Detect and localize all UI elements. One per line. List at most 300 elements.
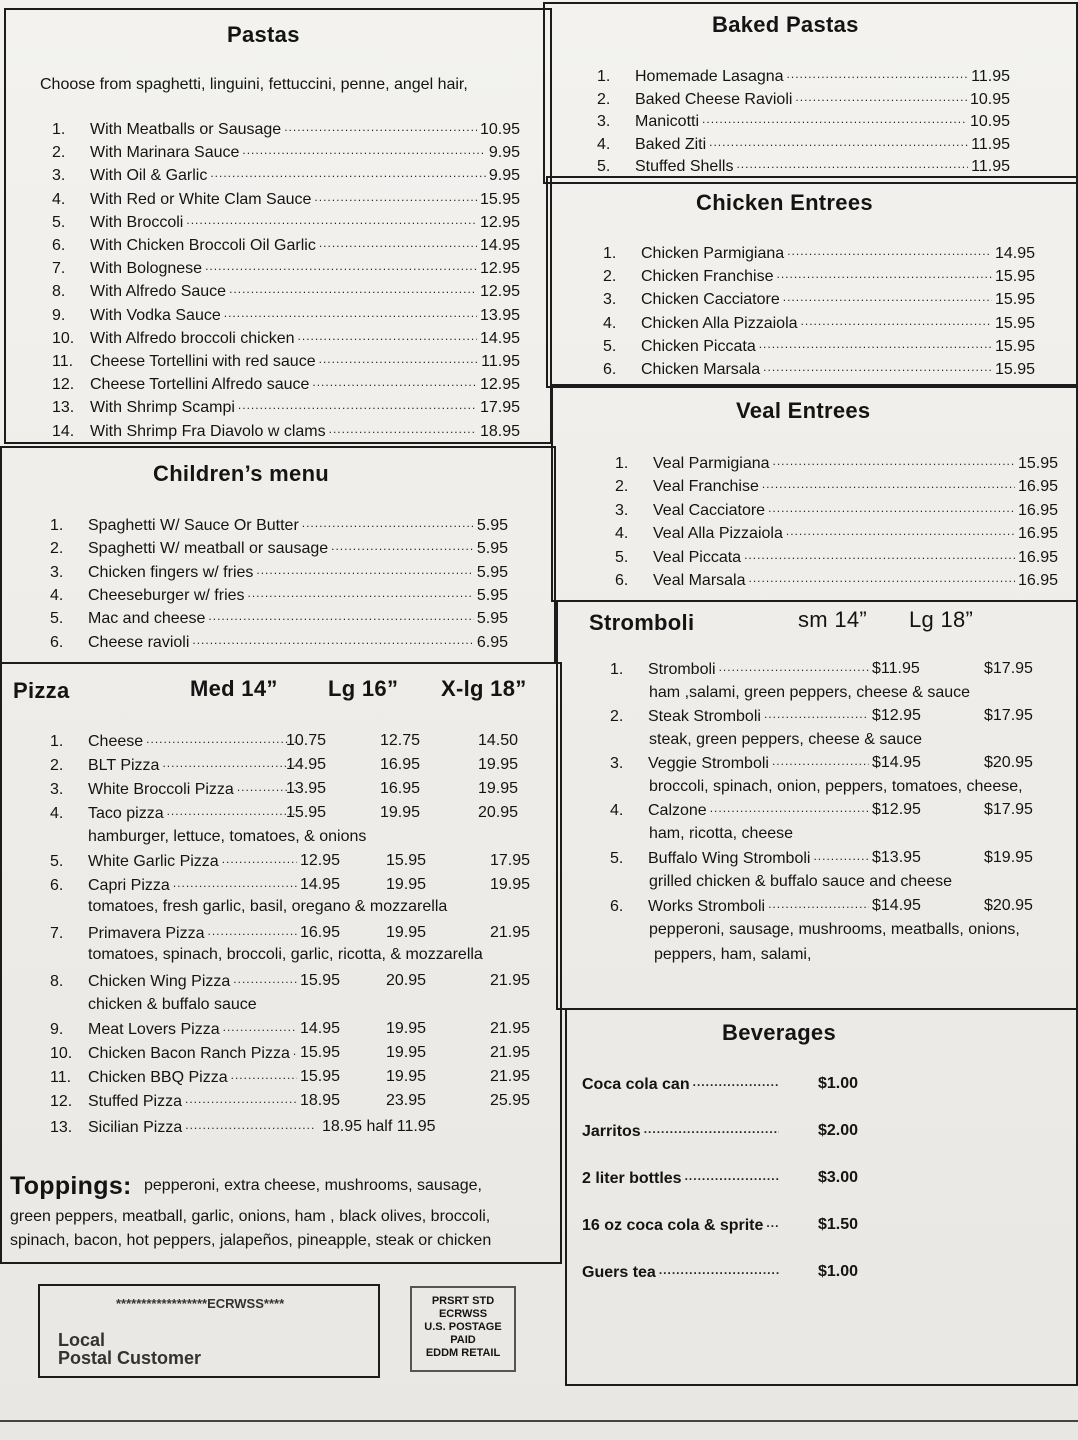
pizza-item-row: [50, 972, 300, 991]
beverage-name: 16 oz coca cola & sprite: [582, 1217, 764, 1234]
stromboli-item-row: [610, 849, 872, 868]
pizza-item-name: Meat Lovers Pizza: [88, 1021, 220, 1038]
pasta-item-price: 14.95: [479, 329, 520, 347]
pizza-item-row: [50, 756, 300, 775]
baked-item-dots: [709, 135, 968, 149]
pizza-item-dots: [185, 1092, 297, 1106]
veal-item-row: [615, 548, 1058, 567]
baked-item-name: Stuffed Shells: [635, 158, 734, 175]
child-item-dots: [331, 539, 474, 553]
pizza-item-lg-price: 12.75: [380, 732, 421, 749]
veal-item-dots: [786, 524, 1015, 538]
pizza-item-dots: [167, 804, 297, 818]
pizza-item-med-price: 15.95: [300, 1068, 341, 1085]
pasta-item-dots: [312, 375, 477, 389]
pizza-item-dots: [231, 1068, 297, 1082]
chicken-item-dots: [763, 360, 992, 374]
chicken-item-dots: [759, 337, 992, 351]
pasta-item-row: [52, 375, 520, 394]
veal-item-name: Veal Cacciatore: [653, 501, 766, 519]
pizza-item-name: BLT Pizza: [88, 757, 160, 774]
child-item-name: Chicken fingers w/ fries: [88, 563, 254, 581]
pasta-item-num: 7.: [52, 260, 66, 278]
chicken-item-price: 14.95: [994, 245, 1035, 262]
pizza-item-med-price: 14.95: [300, 1020, 341, 1037]
beverage-name: Jarritos: [582, 1123, 641, 1140]
veal-item-dots: [744, 548, 1015, 562]
stromboli-item-num: 2.: [610, 708, 624, 725]
pasta-item-dots: [319, 352, 479, 366]
pizza-item-num: 2.: [50, 757, 64, 774]
child-item-price: 5.95: [476, 517, 508, 534]
pasta-item-price: 10.95: [479, 121, 520, 138]
stromboli-item-num: 4.: [610, 802, 624, 819]
pizza-item-med-price: 15.95: [300, 972, 341, 989]
pasta-item-row: [52, 190, 520, 209]
stromboli-item-sm-price: $13.95: [872, 849, 921, 866]
veal-item-name: Veal Piccata: [653, 548, 742, 566]
pizza-item-med-price: 15.95: [286, 804, 327, 821]
pizza-item-row: [50, 804, 300, 823]
pizza-title: Pizza: [13, 678, 70, 703]
pasta-item-num: 10.: [52, 329, 75, 347]
stromboli-item-desc: broccoli, spinach, onion, peppers, tomatoes, cheese,: [649, 778, 1023, 795]
pasta-item-dots: [229, 282, 477, 296]
pizza-item-med-price: 18.95: [300, 1092, 341, 1109]
stromboli-item-lg-price: $20.95: [984, 897, 1033, 914]
pizza-item-lg-price: 23.95: [386, 1092, 427, 1109]
pizza-item-dots: [185, 1118, 315, 1132]
chicken-item-dots: [787, 244, 992, 258]
pasta-item-name: With Vodka Sauce: [90, 306, 221, 324]
baked-item-row: [597, 157, 1010, 176]
stromboli-item-dots: [764, 707, 869, 721]
chicken-item-price: 15.95: [994, 337, 1035, 355]
child-item-row: [50, 586, 508, 605]
pizza-item-num: 3.: [50, 781, 64, 798]
child-item-name: Mac and cheese: [88, 610, 206, 628]
stamp-line-3: U.S. POSTAGE: [424, 1321, 502, 1333]
pizza-item-lg-price: 19.95: [386, 1020, 427, 1037]
pasta-item-dots: [319, 236, 477, 250]
stromboli-size-sm: sm 14”: [798, 607, 868, 632]
pasta-item-price: 17.95: [479, 399, 520, 417]
pasta-item-row: [52, 398, 520, 417]
stromboli-item-row: [610, 707, 872, 726]
pasta-item-price: 13.95: [479, 306, 520, 324]
baked-item-num: 1.: [597, 68, 611, 85]
beverage-dots: [693, 1075, 779, 1089]
pasta-item-row: [52, 143, 520, 162]
veal-item-row: [615, 477, 1058, 496]
child-item-price: 5.95: [476, 610, 508, 628]
pizza-item-row: [50, 1092, 300, 1111]
baked-item-num: 2.: [597, 90, 611, 108]
chicken-item-price: 15.95: [994, 291, 1035, 309]
pizza-item-xlg-price: 21.95: [490, 1020, 531, 1037]
pizza-item-desc: tomatoes, fresh garlic, basil, oregano & mozzarella: [88, 898, 448, 915]
pizza-item-name: White Garlic Pizza: [88, 853, 219, 870]
pizza-item-xlg-price: 19.95: [478, 780, 519, 797]
beverage-dots: [685, 1169, 779, 1183]
chicken-item-price: 15.95: [994, 268, 1035, 286]
pasta-item-name: Cheese Tortellini Alfredo sauce: [90, 376, 310, 394]
child-item-num: 5.: [50, 610, 64, 628]
pizza-item-med-price: 16.95: [300, 924, 341, 941]
baked-item-num: 4.: [597, 135, 611, 153]
veal-item-price: 16.95: [1017, 548, 1058, 566]
pasta-item-price: 12.95: [479, 213, 520, 231]
veal-item-row: [615, 501, 1058, 520]
chicken-item-row: [603, 314, 1035, 333]
pizza-item-xlg-price: 21.95: [490, 1068, 531, 1085]
baked-item-num: 3.: [597, 113, 611, 130]
pizza-item-name: Capri Pizza: [88, 877, 170, 894]
pasta-item-price: 11.95: [481, 353, 520, 370]
pizza-item-name: White Broccoli Pizza: [88, 781, 234, 798]
pasta-item-price: 15.95: [479, 190, 520, 208]
beverage-price: $1.50: [818, 1216, 859, 1233]
veal-item-dots: [768, 501, 1015, 515]
stromboli-item-num: 3.: [610, 755, 624, 772]
beverage-dots: [644, 1122, 779, 1136]
stamp-line-1: PRSRT STD: [431, 1295, 495, 1307]
stamp-line-5: EDDM RETAIL: [425, 1347, 501, 1359]
pizza-item-xlg-price: 19.95: [490, 876, 531, 893]
pizza-item-dots: [173, 876, 297, 890]
pizza-item-num: 13.: [50, 1119, 73, 1136]
pizza-item-xlg-price: 19.95: [478, 756, 519, 773]
pasta-item-num: 6.: [52, 237, 66, 254]
baked-item-dots: [736, 157, 968, 171]
pasta-item-name: With Broccoli: [90, 213, 184, 231]
chicken-item-name: Chicken Marsala: [641, 361, 761, 378]
pizza-item-num: 6.: [50, 877, 64, 894]
chicken-item-row: [603, 337, 1035, 356]
pasta-item-dots: [314, 190, 477, 204]
pasta-item-name: With Bolognese: [90, 260, 203, 278]
pizza-item-dots: [223, 1020, 297, 1034]
veal-item-num: 3.: [615, 501, 629, 519]
beverages-title: Beverages: [722, 1020, 836, 1045]
stromboli-item-desc: peppers, ham, salami,: [654, 946, 812, 963]
mailing-local: Local: [58, 1330, 106, 1350]
pizza-item-name: Sicilian Pizza: [88, 1119, 183, 1136]
pasta-item-dots: [298, 329, 477, 343]
pasta-item-price: 18.95: [479, 422, 520, 440]
chicken-item-name: Chicken Franchise: [641, 268, 774, 286]
beverage-name: Coca cola can: [582, 1076, 690, 1093]
stromboli-item-num: 5.: [610, 850, 624, 867]
toppings-line-2: green peppers, meatball, garlic, onions, ham , black olives, broccoli,: [10, 1208, 491, 1225]
veal-item-dots: [762, 477, 1015, 491]
veal-item-price: 16.95: [1017, 501, 1058, 519]
pizza-item-med-price: 18.95 half 11.95: [322, 1118, 436, 1135]
pizza-item-row: [50, 732, 300, 751]
beverage-price: $1.00: [818, 1075, 859, 1092]
pastas-intro: Choose from spaghetti, linguini, fettuccini, penne, angel hair,: [40, 76, 468, 93]
baked-pastas-title: Baked Pastas: [712, 12, 859, 37]
pizza-item-num: 8.: [50, 973, 64, 990]
pasta-item-row: [52, 213, 520, 232]
pasta-item-price: 14.95: [479, 237, 520, 254]
pizza-item-num: 4.: [50, 805, 64, 822]
postage-stamp: [410, 1286, 516, 1372]
stromboli-item-dots: [813, 849, 869, 863]
pizza-item-name: Chicken Wing Pizza: [88, 973, 231, 990]
stromboli-item-row: [610, 660, 872, 679]
toppings-line-1: pepperoni, extra cheese, mushrooms, sausage,: [144, 1177, 482, 1194]
mailing-ecrwss: ******************ECRWSS****: [116, 1296, 285, 1311]
beverage-price: $1.00: [818, 1263, 859, 1280]
veal-item-name: Veal Marsala: [653, 572, 746, 589]
stromboli-item-name: Buffalo Wing Stromboli: [648, 850, 811, 867]
pasta-item-price: 12.95: [479, 283, 520, 301]
stromboli-item-num: 6.: [610, 898, 624, 915]
chicken-item-price: 15.95: [994, 361, 1035, 378]
stromboli-item-sm-price: $12.95: [872, 801, 921, 818]
child-item-dots: [192, 633, 473, 647]
stromboli-item-name: Stromboli: [648, 661, 716, 678]
child-item-row: [50, 516, 508, 535]
pizza-item-dots: [233, 972, 297, 986]
beverage-price: $2.00: [818, 1122, 859, 1139]
stromboli-item-lg-price: $17.95: [984, 660, 1033, 677]
pasta-item-row: [52, 166, 520, 185]
baked-item-price: 11.95: [971, 158, 1010, 175]
bottom-rule: [0, 1420, 1078, 1422]
pizza-item-xlg-price: 21.95: [490, 924, 531, 941]
pizza-item-row: [50, 876, 300, 895]
chicken-item-row: [603, 360, 1035, 379]
stromboli-item-dots: [768, 897, 869, 911]
stromboli-item-desc: ham ,salami, green peppers, cheese & sauce: [649, 684, 971, 701]
pizza-item-name: Cheese: [88, 733, 144, 750]
pasta-item-name: With Alfredo Sauce: [90, 283, 227, 301]
pizza-item-dots: [146, 732, 297, 746]
veal-item-price: 15.95: [1017, 455, 1058, 472]
pasta-item-row: [52, 329, 520, 348]
pasta-item-name: With Shrimp Fra Diavolo w clams: [90, 422, 326, 440]
stromboli-item-desc: pepperoni, sausage, mushrooms, meatballs, onions,: [649, 921, 1020, 938]
pizza-item-lg-price: 19.95: [386, 1068, 427, 1085]
pasta-item-price: 9.95: [488, 144, 520, 162]
pasta-item-dots: [329, 422, 477, 436]
child-item-num: 1.: [50, 517, 64, 534]
pasta-item-dots: [186, 213, 477, 227]
veal-item-price: 16.95: [1017, 478, 1058, 496]
stromboli-item-sm-price: $12.95: [872, 707, 921, 724]
pasta-item-num: 1.: [52, 121, 66, 138]
veal-title: Veal Entrees: [736, 398, 871, 423]
beverage-row: [582, 1122, 782, 1141]
stamp-line-2: ECRWSS: [438, 1308, 488, 1320]
pasta-item-num: 13.: [52, 399, 75, 417]
child-item-row: [50, 563, 508, 582]
beverage-row: [582, 1216, 782, 1235]
chicken-item-name: Chicken Parmigiana: [641, 245, 785, 262]
pasta-item-price: 12.95: [479, 376, 520, 394]
beverage-name: Guers tea: [582, 1264, 656, 1281]
pizza-size-xlg: X-lg 18”: [441, 676, 527, 701]
veal-item-price: 16.95: [1017, 572, 1058, 589]
baked-item-row: [597, 135, 1010, 154]
pizza-item-dots: [293, 1044, 297, 1058]
pasta-item-num: 3.: [52, 167, 66, 185]
pasta-item-row: [52, 282, 520, 301]
pizza-item-lg-price: 19.95: [380, 804, 421, 821]
stromboli-item-sm-price: $14.95: [872, 897, 921, 914]
child-item-row: [50, 539, 508, 558]
stromboli-item-lg-price: $17.95: [984, 801, 1033, 818]
pizza-item-num: 7.: [50, 925, 64, 942]
pasta-item-num: 8.: [52, 283, 66, 301]
stromboli-item-name: Veggie Stromboli: [648, 755, 769, 772]
stromboli-item-desc: steak, green peppers, cheese & sauce: [649, 731, 923, 748]
chicken-item-row: [603, 244, 1035, 263]
child-item-dots: [248, 586, 474, 600]
beverage-row: [582, 1169, 782, 1188]
pasta-item-name: With Oil & Garlic: [90, 167, 208, 185]
chicken-item-num: 5.: [603, 337, 617, 355]
pasta-item-name: With Meatballs or Sausage: [90, 121, 282, 138]
chicken-item-name: Chicken Cacciatore: [641, 291, 780, 309]
pizza-item-num: 12.: [50, 1093, 73, 1110]
baked-item-price: 10.95: [969, 90, 1010, 108]
veal-item-name: Veal Franchise: [653, 478, 759, 496]
child-item-row: [50, 609, 508, 628]
pasta-item-num: 4.: [52, 190, 66, 208]
pizza-item-num: 1.: [50, 733, 64, 750]
pasta-item-num: 2.: [52, 144, 66, 162]
pizza-size-med: Med 14”: [190, 676, 278, 701]
pizza-item-name: Chicken BBQ Pizza: [88, 1069, 228, 1086]
pasta-item-name: Cheese Tortellini with red sauce: [90, 353, 316, 370]
child-item-price: 6.95: [476, 633, 508, 651]
stromboli-item-desc: grilled chicken & buffalo sauce and cheese: [649, 873, 953, 890]
pasta-item-num: 12.: [52, 376, 75, 394]
pastas-title: Pastas: [227, 22, 300, 47]
stromboli-item-name: Calzone: [648, 802, 707, 819]
stromboli-item-row: [610, 897, 872, 916]
chicken-item-num: 2.: [603, 268, 617, 286]
pizza-item-name: Taco pizza: [88, 805, 164, 822]
stromboli-item-num: 1.: [610, 661, 624, 678]
beverage-dots: [659, 1263, 779, 1277]
baked-item-name: Baked Ziti: [635, 135, 707, 153]
chicken-item-dots: [801, 314, 992, 328]
pasta-item-dots: [210, 166, 486, 180]
pizza-item-xlg-price: 21.95: [490, 972, 531, 989]
chicken-title: Chicken Entrees: [696, 190, 873, 215]
chicken-item-price: 15.95: [994, 314, 1035, 332]
chicken-item-dots: [783, 290, 992, 304]
pizza-item-xlg-price: 21.95: [490, 1044, 531, 1061]
child-item-dots: [302, 516, 474, 530]
child-item-num: 2.: [50, 540, 64, 558]
beverage-price: $3.00: [818, 1169, 859, 1186]
baked-item-dots: [702, 112, 967, 126]
pizza-item-xlg-price: 25.95: [490, 1092, 531, 1109]
pizza-item-lg-price: 15.95: [386, 852, 427, 869]
chicken-item-num: 3.: [603, 291, 617, 309]
veal-item-row: [615, 454, 1058, 473]
pizza-item-num: 9.: [50, 1021, 64, 1038]
child-item-dots: [256, 563, 473, 577]
pizza-item-row: [50, 1020, 300, 1039]
pizza-item-lg-price: 19.95: [386, 876, 427, 893]
stromboli-item-sm-price: $14.95: [872, 754, 921, 771]
baked-item-price: 11.95: [971, 68, 1010, 85]
stromboli-item-dots: [772, 754, 869, 768]
pizza-item-med-price: 14.95: [286, 756, 327, 773]
veal-item-num: 1.: [615, 455, 629, 472]
stromboli-item-name: Steak Stromboli: [648, 708, 761, 725]
stromboli-item-dots: [719, 660, 869, 674]
pasta-item-dots: [224, 306, 477, 320]
pizza-item-num: 10.: [50, 1045, 73, 1062]
pizza-item-row: [50, 780, 300, 799]
veal-item-num: 5.: [615, 548, 629, 566]
pasta-item-price: 12.95: [479, 260, 520, 278]
pizza-item-lg-price: 16.95: [380, 780, 421, 797]
pizza-item-med-price: 14.95: [300, 876, 341, 893]
toppings-title: Toppings:: [10, 1172, 132, 1200]
pizza-item-row: [50, 1068, 300, 1087]
pizza-item-lg-price: 16.95: [380, 756, 421, 773]
veal-item-price: 16.95: [1017, 525, 1058, 543]
pasta-item-name: With Red or White Clam Sauce: [90, 190, 312, 208]
veal-item-dots: [773, 454, 1015, 468]
stromboli-item-lg-price: $20.95: [984, 754, 1033, 771]
baked-item-name: Baked Cheese Ravioli: [635, 90, 793, 108]
pasta-item-num: 5.: [52, 213, 66, 231]
veal-item-dots: [749, 571, 1015, 585]
pasta-item-dots: [242, 143, 485, 157]
chicken-item-row: [603, 267, 1035, 286]
pizza-item-name: Chicken Bacon Ranch Pizza: [88, 1045, 290, 1062]
pizza-item-med-price: 10.75: [286, 732, 327, 749]
chicken-item-num: 6.: [603, 361, 617, 378]
stromboli-item-row: [610, 754, 872, 773]
baked-item-row: [597, 67, 1010, 86]
pizza-item-med-price: 13.95: [286, 780, 327, 797]
child-item-price: 5.95: [476, 540, 508, 558]
child-item-price: 5.95: [476, 563, 508, 581]
child-item-row: [50, 633, 508, 652]
child-item-price: 5.95: [476, 586, 508, 604]
pizza-item-xlg-price: 14.50: [478, 732, 519, 749]
baked-item-dots: [787, 67, 969, 81]
child-item-name: Cheeseburger w/ fries: [88, 586, 245, 604]
baked-item-row: [597, 90, 1010, 109]
chicken-item-name: Chicken Alla Pizzaiola: [641, 314, 798, 332]
stromboli-title: Stromboli: [589, 610, 695, 635]
pizza-item-row: [50, 1044, 300, 1063]
beverage-row: [582, 1263, 782, 1282]
pizza-item-row: [50, 924, 300, 943]
pasta-item-name: With Chicken Broccoli Oil Garlic: [90, 237, 316, 254]
stromboli-size-lg: Lg 18”: [909, 607, 974, 632]
child-item-name: Spaghetti W/ meatball or sausage: [88, 540, 329, 558]
pasta-item-row: [52, 306, 520, 325]
pasta-item-row: [52, 422, 520, 441]
stromboli-item-row: [610, 801, 872, 820]
pizza-item-med-price: 15.95: [300, 1044, 341, 1061]
child-item-dots: [208, 609, 473, 623]
pasta-item-dots: [205, 259, 477, 273]
pizza-item-lg-price: 20.95: [386, 972, 427, 989]
